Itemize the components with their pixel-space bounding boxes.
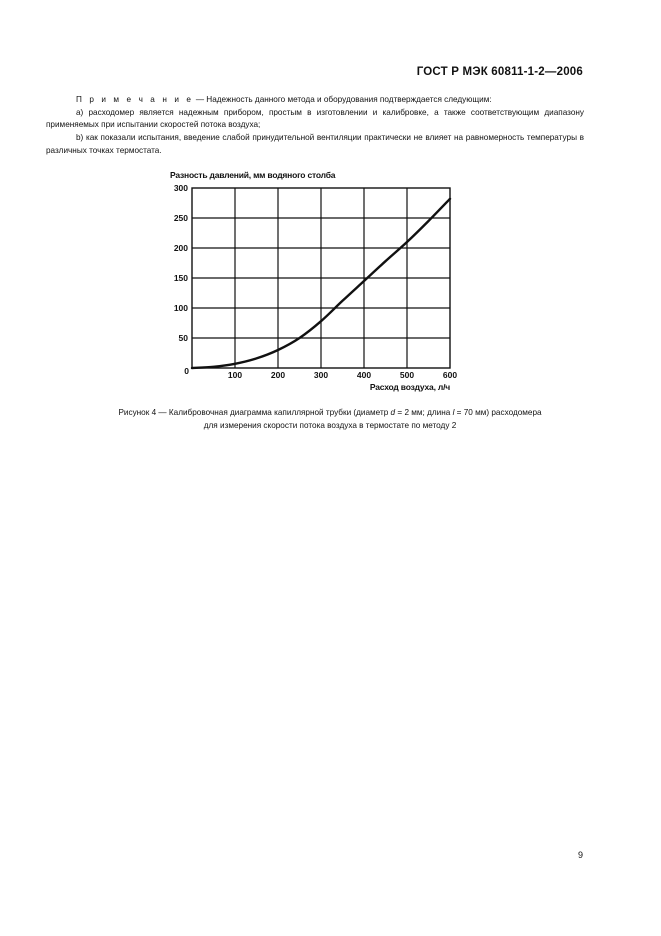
caption-suffix: = 70 мм) расходомера: [454, 408, 542, 417]
y-tick-label: 300: [173, 183, 188, 193]
calibration-chart: [150, 162, 480, 402]
page-number: 9: [577, 850, 583, 860]
note-label: П р и м е ч а н и е: [76, 95, 194, 104]
x-tick-label: 100: [227, 370, 243, 380]
x-tick-label: 200: [270, 370, 286, 380]
y-tick-label: 250: [173, 213, 188, 223]
document-code-header: ГОСТ Р МЭК 60811-1-2—2006: [416, 66, 583, 78]
x-tick-label: 600: [442, 370, 458, 380]
calibration-chart-svg: [150, 162, 480, 402]
y-tick-label: 200: [173, 243, 188, 253]
y-tick-label: 50: [178, 333, 188, 343]
x-tick-label: 300: [313, 370, 329, 380]
caption-d-symbol: d: [390, 408, 396, 417]
note-item-a: а) расходомер является надежным прибором, простым в изготовлении и калибровке, а также соответствующим диапазону применяемых при испытании скоростей потока воздуха;: [46, 107, 584, 130]
caption-l-symbol: l: [452, 408, 455, 417]
caption-line-1: [60, 406, 600, 419]
caption-line-2: для измерения скорости потока воздуха в термостате по методу 2: [203, 421, 457, 430]
y-tick-label: 100: [173, 303, 188, 313]
x-tick-label: 500: [399, 370, 415, 380]
x-tick-label: 400: [356, 370, 372, 380]
grid-lines: [192, 188, 450, 368]
note-intro: [46, 94, 584, 107]
figure-caption: [60, 406, 600, 432]
note-block: [46, 94, 584, 158]
tick-labels: [174, 183, 458, 380]
y-tick-label: 150: [173, 273, 188, 283]
note-item-b: b) как показали испытания, введение слабой принудительной вентиляции практически не влияет на равномерность температуры в различных точках термостата.: [46, 133, 584, 155]
x-axis-label: Расход воздуха, л/ч: [369, 382, 450, 392]
caption-mid: = 2 мм; длина: [395, 408, 453, 417]
caption-prefix: Рисунок 4 — Калибровочная диаграмма капиллярной трубки (диаметр: [118, 408, 391, 417]
y-tick-label: 0: [184, 366, 189, 376]
y-axis-label: Разность давлений, мм водяного столба: [170, 170, 336, 180]
note-lead: — Надежность данного метода и оборудования подтверждается следующим:: [193, 95, 492, 104]
